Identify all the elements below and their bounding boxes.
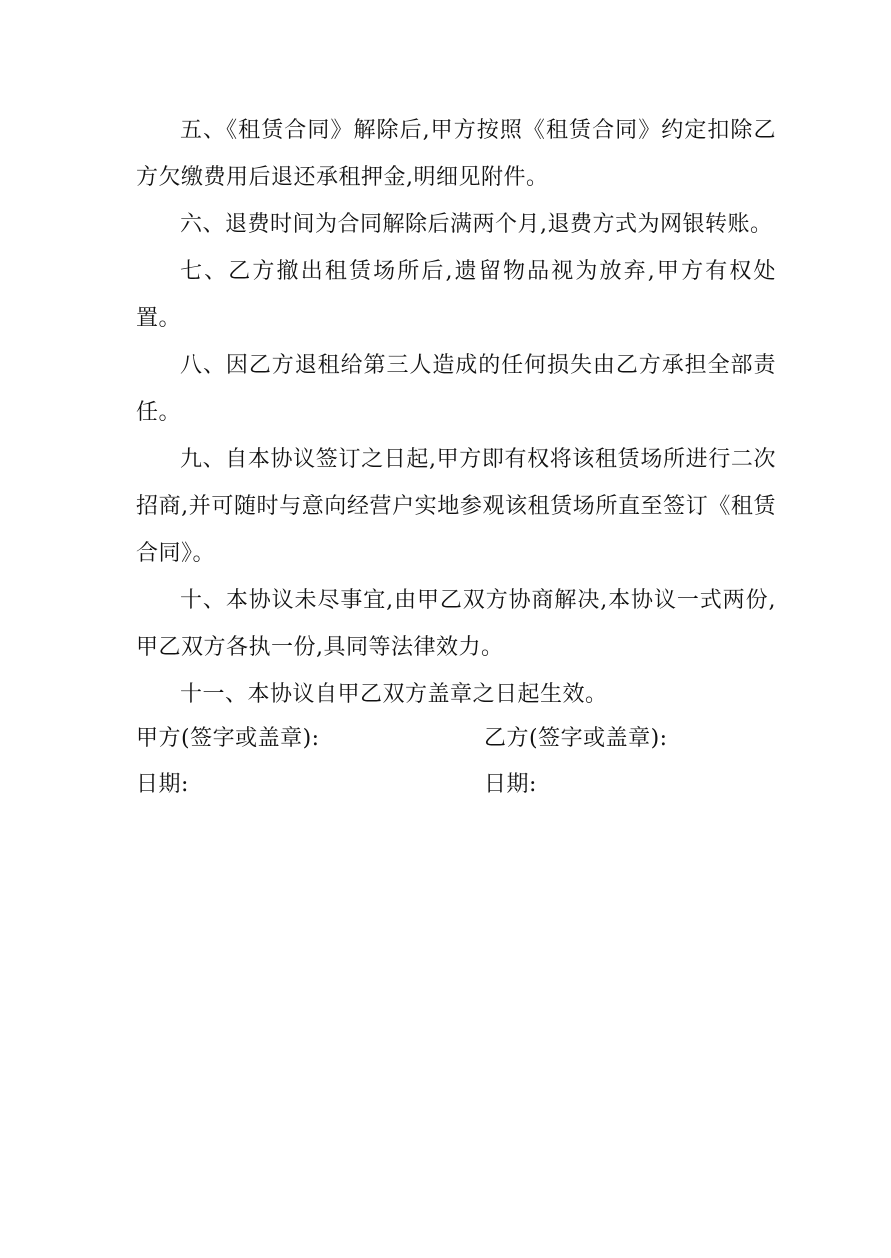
- clause-9: 九、自本协议签订之日起,甲方即有权将该租赁场所进行二次招商,并可随时与意向经营户实地参观该租赁场所直至签订《租赁合同》。: [136, 447, 776, 566]
- clause-10: 十、本协议未尽事宜,由甲乙双方协商解决,本协议一式两份,甲乙双方各执一份,具同等法律效力。: [136, 588, 776, 660]
- clause-5: 五、《租赁合同》解除后,甲方按照《租赁合同》约定扣除乙方欠缴费用后退还承租押金,明细见附件。: [136, 118, 776, 190]
- clause-11: 十一、本协议自甲乙双方盖章之日起生效。: [180, 682, 608, 707]
- party-a-date-label: 日期:: [136, 772, 189, 797]
- signature-block: [136, 716, 776, 808]
- party-b-signature-label: 乙方(签字或盖章):: [484, 726, 668, 751]
- clause-7: 七、乙方撤出租赁场所后,遗留物品视为放弃,甲方有权处置。: [136, 259, 776, 331]
- party-a-signature-label: 甲方(签字或盖章):: [136, 726, 320, 751]
- agreement-clauses: [136, 107, 776, 718]
- signature-row: [136, 716, 776, 762]
- date-row: [136, 762, 776, 808]
- party-b-date-label: 日期:: [484, 772, 537, 797]
- clause-8: 八、因乙方退租给第三人造成的任何损失由乙方承担全部责任。: [136, 353, 776, 425]
- clause-6: 六、退费时间为合同解除后满两个月,退费方式为网银转账。: [180, 212, 773, 237]
